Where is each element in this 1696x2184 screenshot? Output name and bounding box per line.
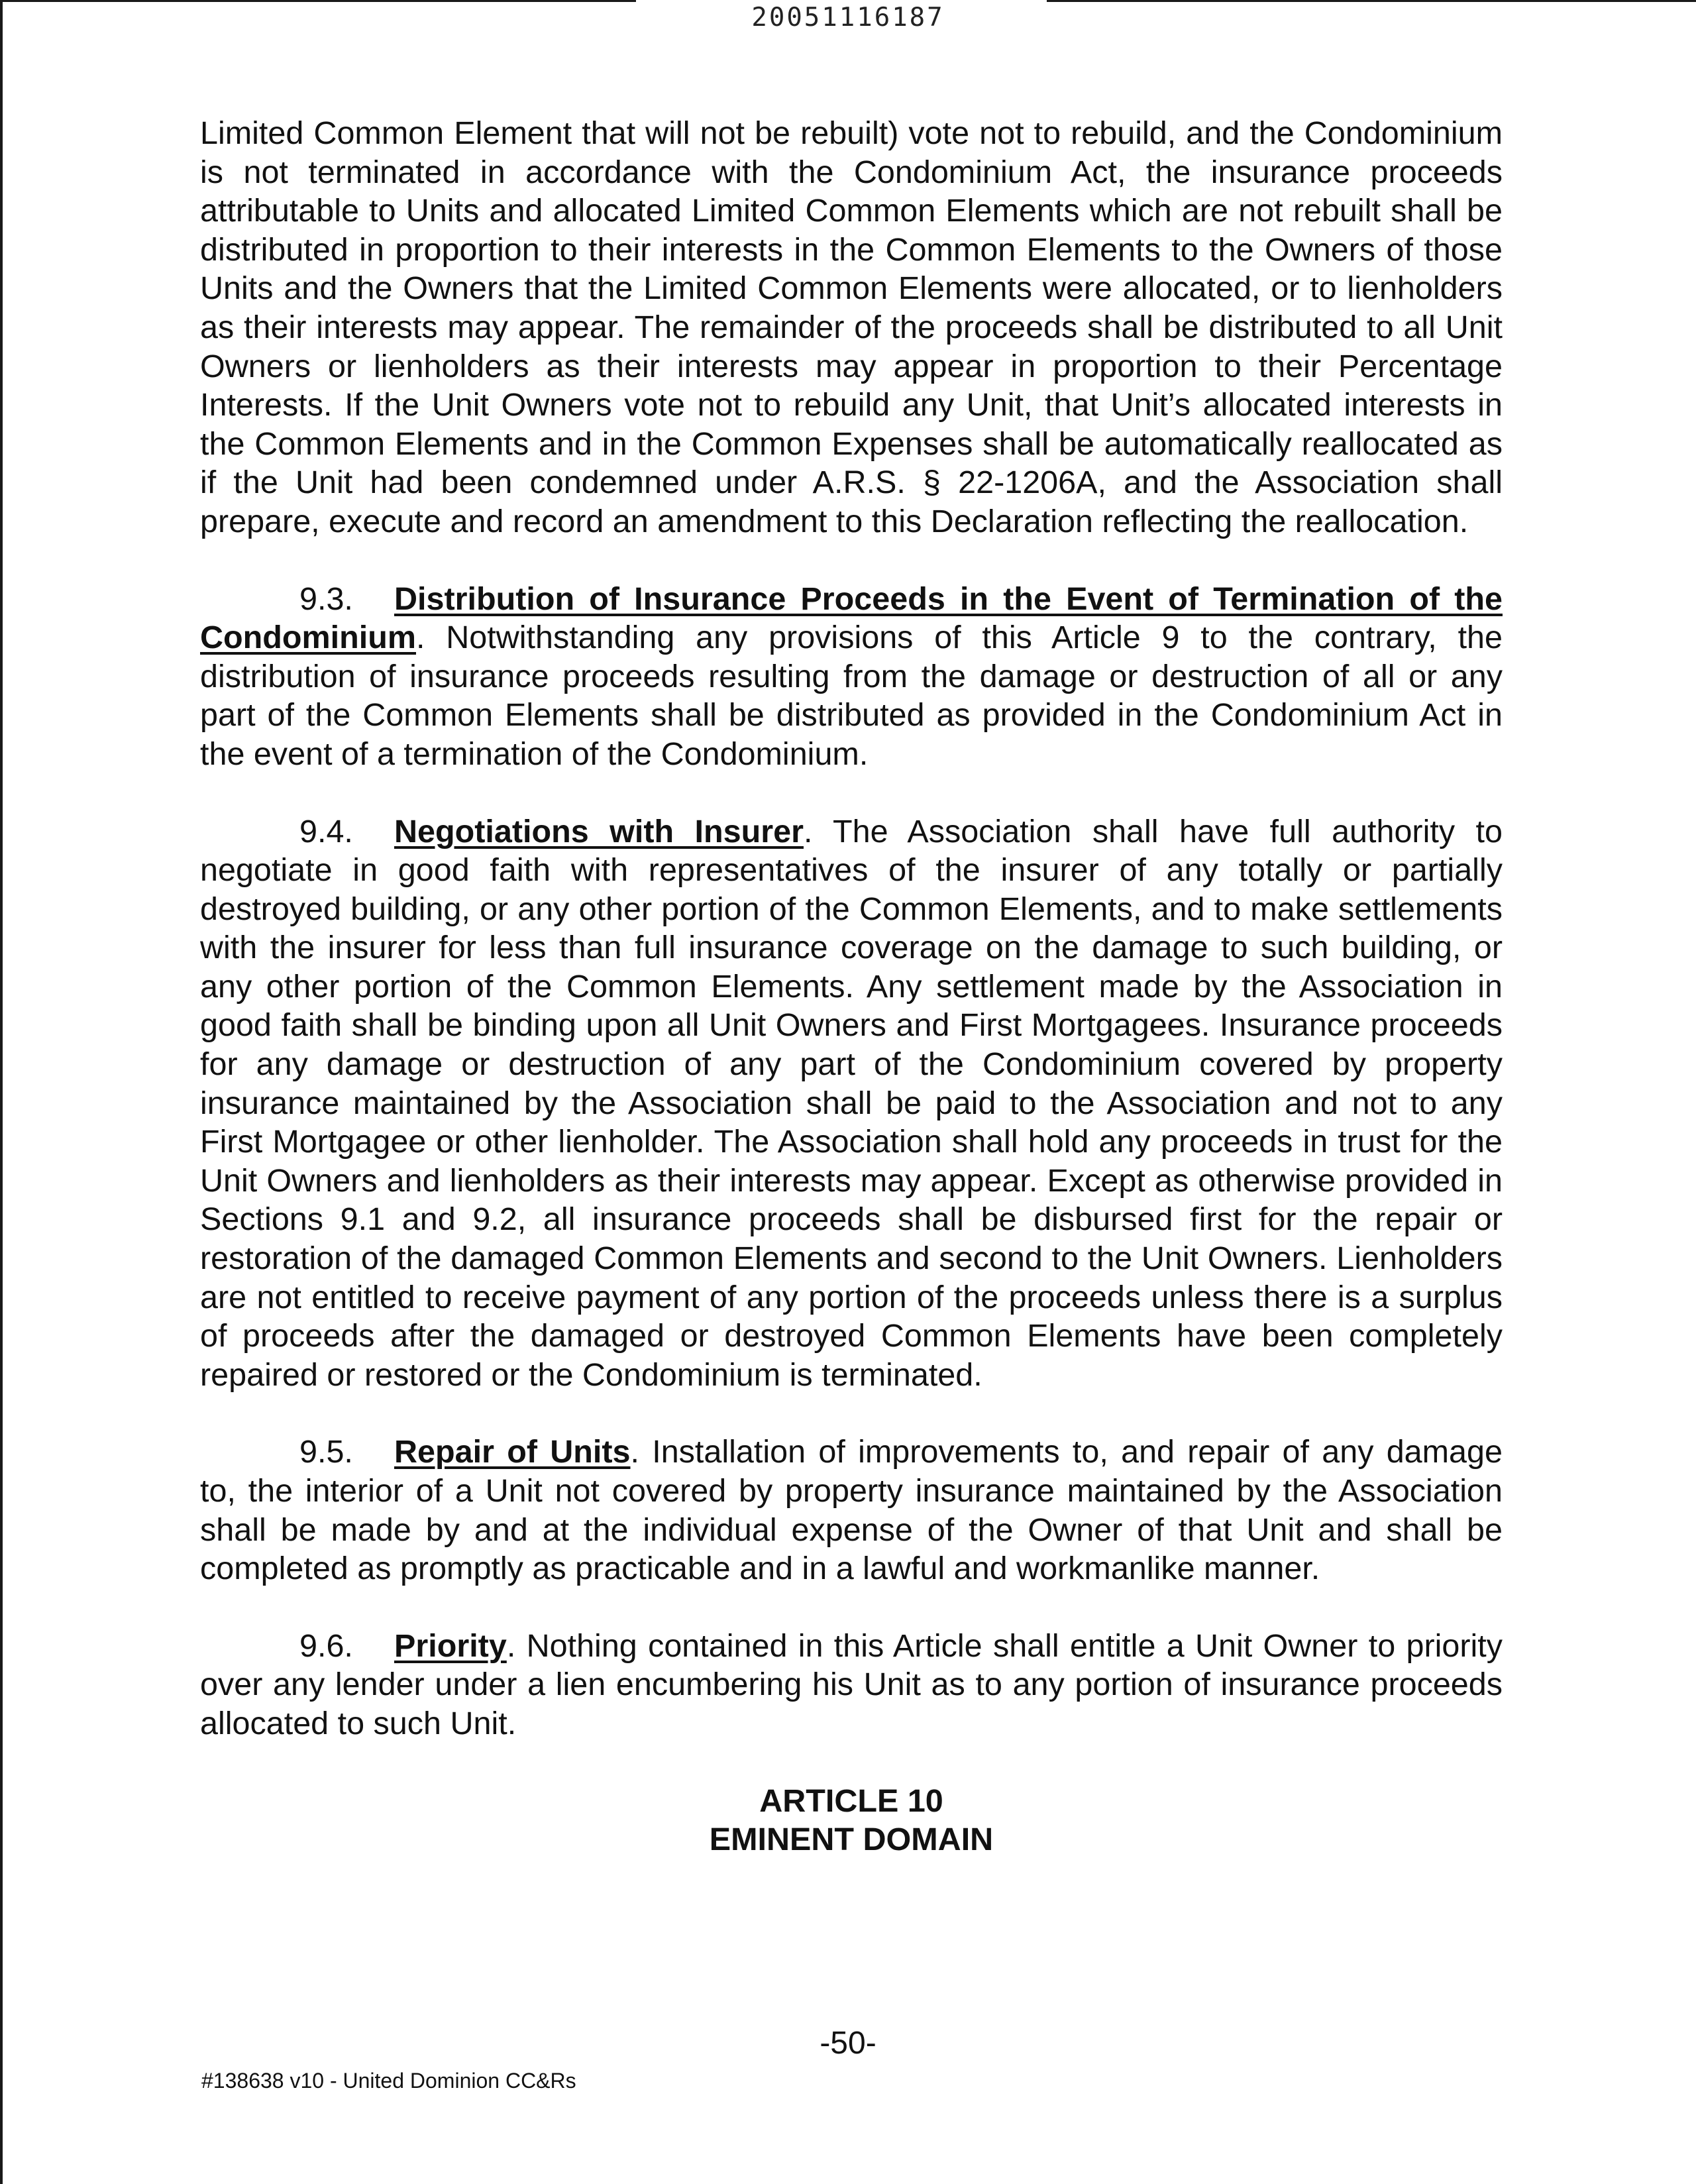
continued-paragraph: Limited Common Element that will not be rebuilt) vote not to rebuild, and the Condominium is not terminated in accordance with the Condominium Act, the insurance proceeds attributable to Units and allocated Limited Common Elements which are not rebuilt shall be distributed in proportion to their interests in the Common Elements to the Owners of those Units and the Owners that the Limited Common Elements were allocated, or to lienholders as their interests may appear. The remainder of the proceeds shall be distributed to all Unit Owners or lienholders as their interests may appear in proportion to their Percentage Interests. If the Unit Owners vote not to rebuild any Unit, that Unit’s allocated interests in the Common Elements and in the Common Expenses shall be automatically reallocated as if the Unit had been condemned under A.R.S. § 22-1206A, and the Association shall prepare, execute and record an amendment to this Declaration reflecting the reallocation. (200, 115, 1503, 539)
section-9-5 (200, 1433, 1503, 1588)
section-text: . Installation of improvements to, and repair of any damage to, the interior of a Unit not covered by property insurance maintained by the Association shall be made by and at the individual expense of the Owner of that Unit and shall be completed as promptly as practicable and in a lawful and workmanlike manner. (200, 1434, 1503, 1587)
section-number: 9.5. (299, 1434, 353, 1470)
scan-edge-top-left (0, 0, 636, 2)
section-9-3 (200, 580, 1503, 774)
section-number: 9.4. (299, 813, 353, 849)
section-text: . Nothing contained in this Article shall entitle a Unit Owner to priority over any lender under a lien encumbering his Unit as to any portion of insurance proceeds allocated to such Unit. (200, 1627, 1503, 1741)
page-body (200, 114, 1503, 1859)
article-heading (200, 1782, 1503, 1859)
section-heading: Priority (394, 1627, 507, 1664)
section-text: . Notwithstanding any provisions of this Article 9 to the contrary, the distribution of insurance proceeds resulting from the damage or destruction of all or any part of the Common Elements shall be distributed as provided in the Condominium Act in the event of a termination of the Condominium. (200, 620, 1503, 772)
section-text: . The Association shall have full authority to negotiate in good faith with representatives of the insurer of any totally or partially destroyed building, or any other portion of the Common Elements, and to make settlements with the insurer for less than full insurance coverage on the damage to such building, or any other portion of the Common Elements. Any settlement made by the Association in good faith shall be binding upon all Unit Owners and First Mortgagees. Insurance proceeds for any damage or destruction of any part of the Condominium covered by property insurance maintained by the Association shall be paid to the Association and not to any First Mortgagee or other lienholder. The Association shall hold any proceeds in trust for the Unit Owners and lienholders as their interests may appear. Except as otherwise provided in Sections 9.1 and 9.2, all insurance proceeds shall be disbursed first for the repair or restoration of the damaged Common Elements and second to the Unit Owners. Lienholders are not entitled to receive payment of any portion of the proceeds unless there is a surplus of proceeds after the damaged or destroyed Common Elements have been completely repaired or restored or the Condominium is terminated. (200, 813, 1503, 1393)
document-number: 20051116187 (751, 3, 945, 32)
section-9-4 (200, 812, 1503, 1395)
section-number: 9.3. (299, 580, 353, 617)
section-number: 9.6. (299, 1627, 353, 1664)
section-heading: Negotiations with Insurer (394, 813, 804, 849)
scan-edge-left (0, 0, 3, 2184)
article-title: EMINENT DOMAIN (709, 1821, 994, 1857)
section-heading: Distribution of Insurance Proceeds in the Event of Termination of the Condominium (200, 580, 1503, 656)
footer-document-id: #138638 v10 - United Dominion CC&Rs (201, 2069, 576, 2093)
section-heading: Repair of Units (394, 1434, 631, 1470)
article-number: ARTICLE 10 (759, 1782, 943, 1819)
scan-edge-top-right (1047, 0, 1696, 2)
page-number: -50- (820, 2026, 876, 2061)
section-9-6 (200, 1627, 1503, 1743)
